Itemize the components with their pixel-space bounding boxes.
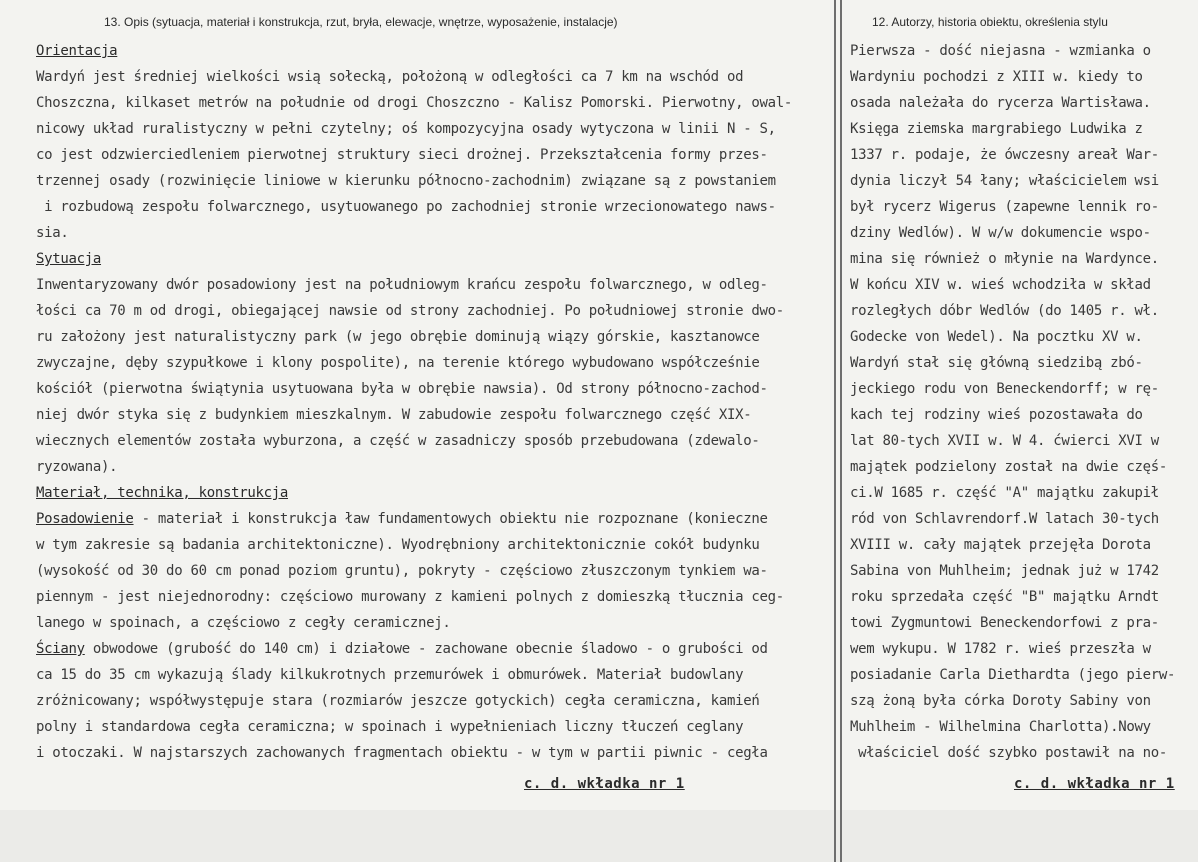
text-line: [36, 116, 826, 142]
text-line: posiadanie Carla Diethardta (jego pierw-: [850, 667, 1176, 683]
line-text: łości ca 70 m od drogi, obiegającej nawsie od strony zachodniej. Po południowej stronie dwo-: [36, 303, 784, 319]
text-line: [36, 350, 826, 376]
line-text: ryzowana).: [36, 459, 118, 475]
section-13-header: 13. Opis (sytuacja, materiał i konstrukcja, rzut, bryła, elewacje, wnętrze, wyposażenie, instalacje): [104, 15, 618, 29]
line-text: lanego w spoinach, a częściowo z cegły ceramicznej.: [36, 615, 451, 631]
history-text: [850, 38, 1192, 766]
text-line: Wardyń stał się główną siedzibą zbó-: [850, 355, 1143, 371]
line-text: Choszczna, kilkaset metrów na południe od drogi Choszczno - Kalisz Pomorski. Pierwotny, owal-: [36, 95, 792, 111]
text-line: towi Zygmuntowi Beneckendorfowi z pra-: [850, 615, 1159, 631]
line-text: trzennej osady (rozwinięcie liniowe w kierunku północno-zachodnim) związane są z powstaniem: [36, 173, 776, 189]
text-line: dynia liczył 54 łany; właścicielem wsi: [850, 173, 1159, 189]
text-line: 1337 r. podaje, że ówczesny areał War-: [850, 147, 1159, 163]
text-line: osada należała do rycerza Wartisława.: [850, 95, 1151, 111]
text-line: [36, 688, 826, 714]
line-text: (wysokość od 30 do 60 cm ponad poziom gruntu), pokryty - częściowo złuszczonym tynkiem wa-: [36, 563, 768, 579]
text-line: [36, 246, 826, 272]
text-line: [36, 142, 826, 168]
text-line: Wardyniu pochodzi z XIII w. kiedy to: [850, 69, 1143, 85]
line-text: polny i standardowa cegła ceramiczna; w spoinach i wypełnieniach liczny tłuczeń ceglany: [36, 719, 744, 735]
text-line: [36, 90, 826, 116]
description-text: [36, 38, 826, 766]
line-text: wiecznych elementów została wyburzona, a część w zasadniczy sposób przebudowana (zdewalo-: [36, 433, 760, 449]
bottom-margin: [0, 810, 1198, 862]
text-line: [36, 402, 826, 428]
line-text: ru założony jest naturalistyczny park (w jego obrębie dominują wiązy górskie, kasztanowce: [36, 329, 760, 345]
text-line: Godecke von Wedel). Na pocztku XV w.: [850, 329, 1143, 345]
line-text: i otoczaki. W najstarszych zachowanych fragmentach obiektu - w tym w partii piwnic - cegła: [36, 745, 768, 761]
text-line: [36, 168, 826, 194]
line-text: sia.: [36, 225, 69, 241]
line-text: Inwentaryzowany dwór posadowiony jest na południowym krańcu zespołu folwarcznego, w odleg-: [36, 277, 768, 293]
run-in-heading: Ściany: [36, 641, 85, 657]
line-text: ca 15 do 35 cm wykazują ślady kilkukrotnych przemurówek i obmurówek. Materiał budowlany: [36, 667, 744, 683]
text-line: [36, 38, 826, 64]
text-line: lat 80-tych XVII w. W 4. ćwierci XVI w: [850, 433, 1159, 449]
section-heading: Orientacja: [36, 43, 118, 59]
text-line: Muhlheim - Wilhelmina Charlotta).Nowy: [850, 719, 1151, 735]
text-line: Księga ziemska margrabiego Ludwika z: [850, 121, 1143, 137]
text-line: Sabina von Muhlheim; jednak już w 1742: [850, 563, 1159, 579]
line-text: nicowy układ ruralistyczny w pełni czytelny; oś kompozycyjna osady wytyczona w linii N - S,: [36, 121, 776, 137]
section-heading: Sytuacja: [36, 251, 102, 267]
text-line: W końcu XIV w. wieś wchodziła w skład: [850, 277, 1151, 293]
column-divider: [840, 0, 842, 862]
text-line: [36, 740, 826, 766]
text-line: jeckiego rodu von Beneckendorff; w rę-: [850, 381, 1159, 397]
text-line: [36, 298, 826, 324]
text-line: [36, 662, 826, 688]
line-text: zwyczajne, dęby szypułkowe i klony pospolite), na terenie którego wybudowano współcześnie: [36, 355, 760, 371]
line-text: - materiał i konstrukcja ław fundamentowych obiektu nie rozpoznane (konieczne: [133, 511, 768, 527]
text-line: [36, 506, 826, 532]
section-heading: Materiał, technika, konstrukcja: [36, 485, 288, 501]
text-line: [36, 194, 826, 220]
text-line: właściciel dość szybko postawił na no-: [850, 745, 1168, 761]
line-text: Wardyń jest średniej wielkości wsią sołecką, położoną w odległości ca 7 km na wschód od: [36, 69, 744, 85]
text-line: [36, 532, 826, 558]
line-text: co jest odzwierciedleniem pierwotnej struktury sieci drożnej. Przekształcenia formy przes-: [36, 147, 768, 163]
text-line: szą żoną była córka Doroty Sabiny von: [850, 693, 1151, 709]
line-text: kościół (pierwotna świątynia usytuowana była w obrębie nawsia). Od strony północno-zachod-: [36, 381, 768, 397]
text-line: dziny Wedlów). W w/w dokumencie wspo-: [850, 225, 1151, 241]
text-line: [36, 454, 826, 480]
text-line: [36, 64, 826, 90]
line-text: niej dwór styka się z budynkiem mieszkalnym. W zabudowie zespołu folwarcznego część XIX-: [36, 407, 752, 423]
text-line: wem wykupu. W 1782 r. wieś przeszła w: [850, 641, 1151, 657]
line-text: obwodowe (grubość do 140 cm) i działowe - zachowane obecnie śladowo - o grubości od: [84, 641, 768, 657]
line-text: piennym - jest niejednorodny: częściowo murowany z kamieni polnych z domieszką tłucznia ceg-: [36, 589, 784, 605]
text-line: kach tej rodziny wieś pozostawała do: [850, 407, 1143, 423]
line-text: w tym zakresie są badania architektoniczne). Wyodrębniony architektonicznie cokół budynku: [36, 537, 760, 553]
text-line: ród von Schlavrendorf.W latach 30-tych: [850, 511, 1159, 527]
text-line: [36, 558, 826, 584]
text-line: XVIII w. cały majątek przejęła Dorota: [850, 537, 1151, 553]
text-line: był rycerz Wigerus (zapewne lennik ro-: [850, 199, 1159, 215]
text-line: [36, 584, 826, 610]
line-text: i rozbudową zespołu folwarcznego, usytuowanego po zachodniej stronie wrzecionowatego naws-: [36, 199, 776, 215]
text-line: mina się również o młynie na Wardynce.: [850, 251, 1159, 267]
section-12-header: 12. Autorzy, historia obiektu, określenia stylu: [872, 15, 1108, 29]
text-line: [36, 272, 826, 298]
text-line: [36, 480, 826, 506]
text-line: [36, 636, 826, 662]
continuation-note: c. d. wkładka nr 1: [524, 776, 685, 792]
text-line: [36, 220, 826, 246]
text-line: [36, 324, 826, 350]
line-text: zróżnicowany; współwystępuje stara (rozmiarów jeszcze gotyckich) cegła ceramiczna, kamień: [36, 693, 760, 709]
text-line: majątek podzielony został na dwie częś-: [850, 459, 1168, 475]
column-divider: [834, 0, 836, 862]
text-line: [36, 610, 826, 636]
text-line: [36, 376, 826, 402]
text-line: [36, 428, 826, 454]
continuation-note: c. d. wkładka nr 1: [1014, 776, 1175, 792]
text-line: [36, 714, 826, 740]
text-line: ci.W 1685 r. część "A" majątku zakupił: [850, 485, 1159, 501]
run-in-heading: Posadowienie: [36, 511, 134, 527]
text-line: roku sprzedała część "B" majątku Arndt: [850, 589, 1159, 605]
text-line: Pierwsza - dość niejasna - wzmianka o: [850, 43, 1151, 59]
text-line: rozległych dóbr Wedlów (do 1405 r. wł.: [850, 303, 1159, 319]
